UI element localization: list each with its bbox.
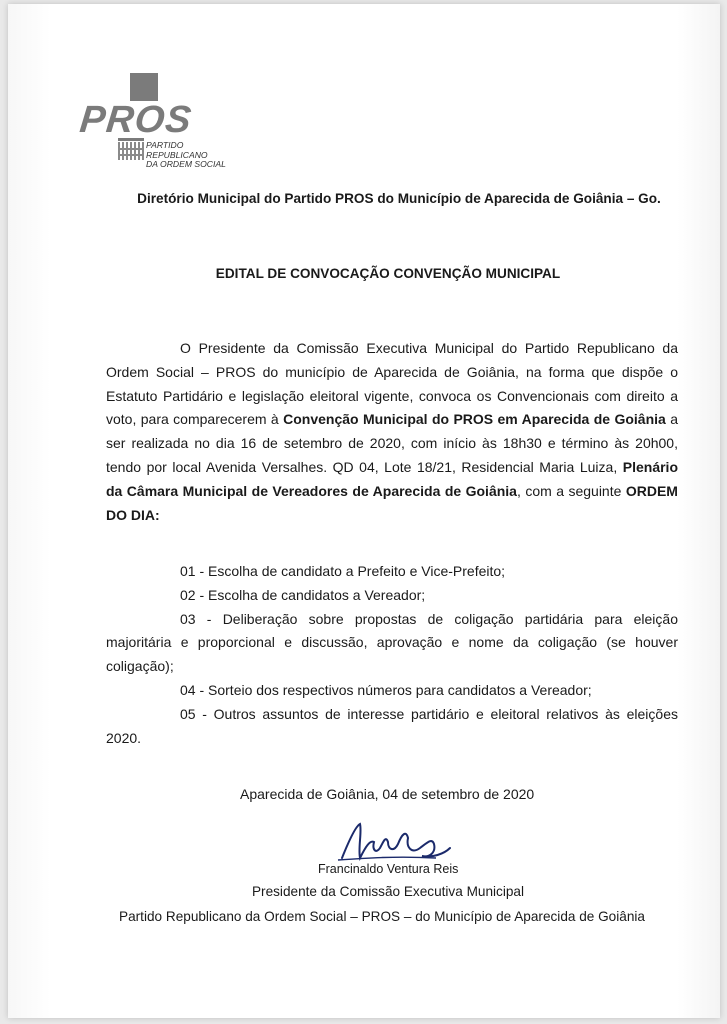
- signer-role: Presidente da Comissão Executiva Municipal: [251, 884, 524, 899]
- agenda-item: 02 - Escolha de candidatos a Vereador;: [180, 586, 426, 603]
- agenda-item: 01 - Escolha de candidato a Prefeito e Vice-Prefeito;: [180, 563, 506, 579]
- convocation-paragraph: O Presidente da Comissão Executiva Municipal do Partido Republicano da Ordem Social – PROS do município de Aparecida de Goiânia, na forma que dispõe o Estatuto Partidário e legislação eleitoral vigente, convoca os Convencionais com direito a voto, para comparecerem à Convenção Municipal do PROS em Aparecida de Goiânia a ser realizada no dia 16 de setembro de 2020, com início às 18h30 e término às 20h00, tendo por local Avenida Versalhes. QD 04, Lote 18/21, Residencial Maria Luiza, Plenário da Câmara Municipal de Vereadores de Aparecida de Goiânia, com a seguinte ORDEM DO DIA:: [106, 340, 678, 523]
- logo-wordmark: PROS: [77, 99, 194, 141]
- agenda-list: [106, 560, 678, 750]
- document-title: EDITAL DE CONVOCAÇÃO CONVENÇÃO MUNICIPAL: [215, 266, 561, 281]
- date-line: Aparecida de Goiânia, 04 de setembro de 2020: [240, 786, 535, 802]
- signer-name: Francinaldo Ventura Reis: [318, 862, 459, 876]
- party-name: Partido Republicano da Ordem Social – PROS – do Município de Aparecida de Goiânia: [119, 909, 645, 924]
- logo-subtitle: PARTIDO REPUBLICANO DA ORDEM SOCIAL: [146, 140, 226, 169]
- handwritten-signature: [336, 818, 456, 866]
- agenda-item: 05 - Outros assuntos de interesse partidário e eleitoral relativos às eleições 2020.: [106, 705, 678, 746]
- document-page: [8, 4, 720, 1018]
- party-logo: [77, 70, 240, 170]
- agenda-item: 03 - Deliberação sobre propostas de coligação partidária para eleição majoritária e proporcional e discussão, aprovação e nome da coligação (se houver coligação);: [106, 610, 678, 675]
- agenda-item: 04 - Sorteio dos respectivos números para candidatos a Vereador;: [180, 681, 592, 698]
- document-header: Diretório Municipal do Partido PROS do Município de Aparecida de Goiânia – Go.: [137, 191, 661, 206]
